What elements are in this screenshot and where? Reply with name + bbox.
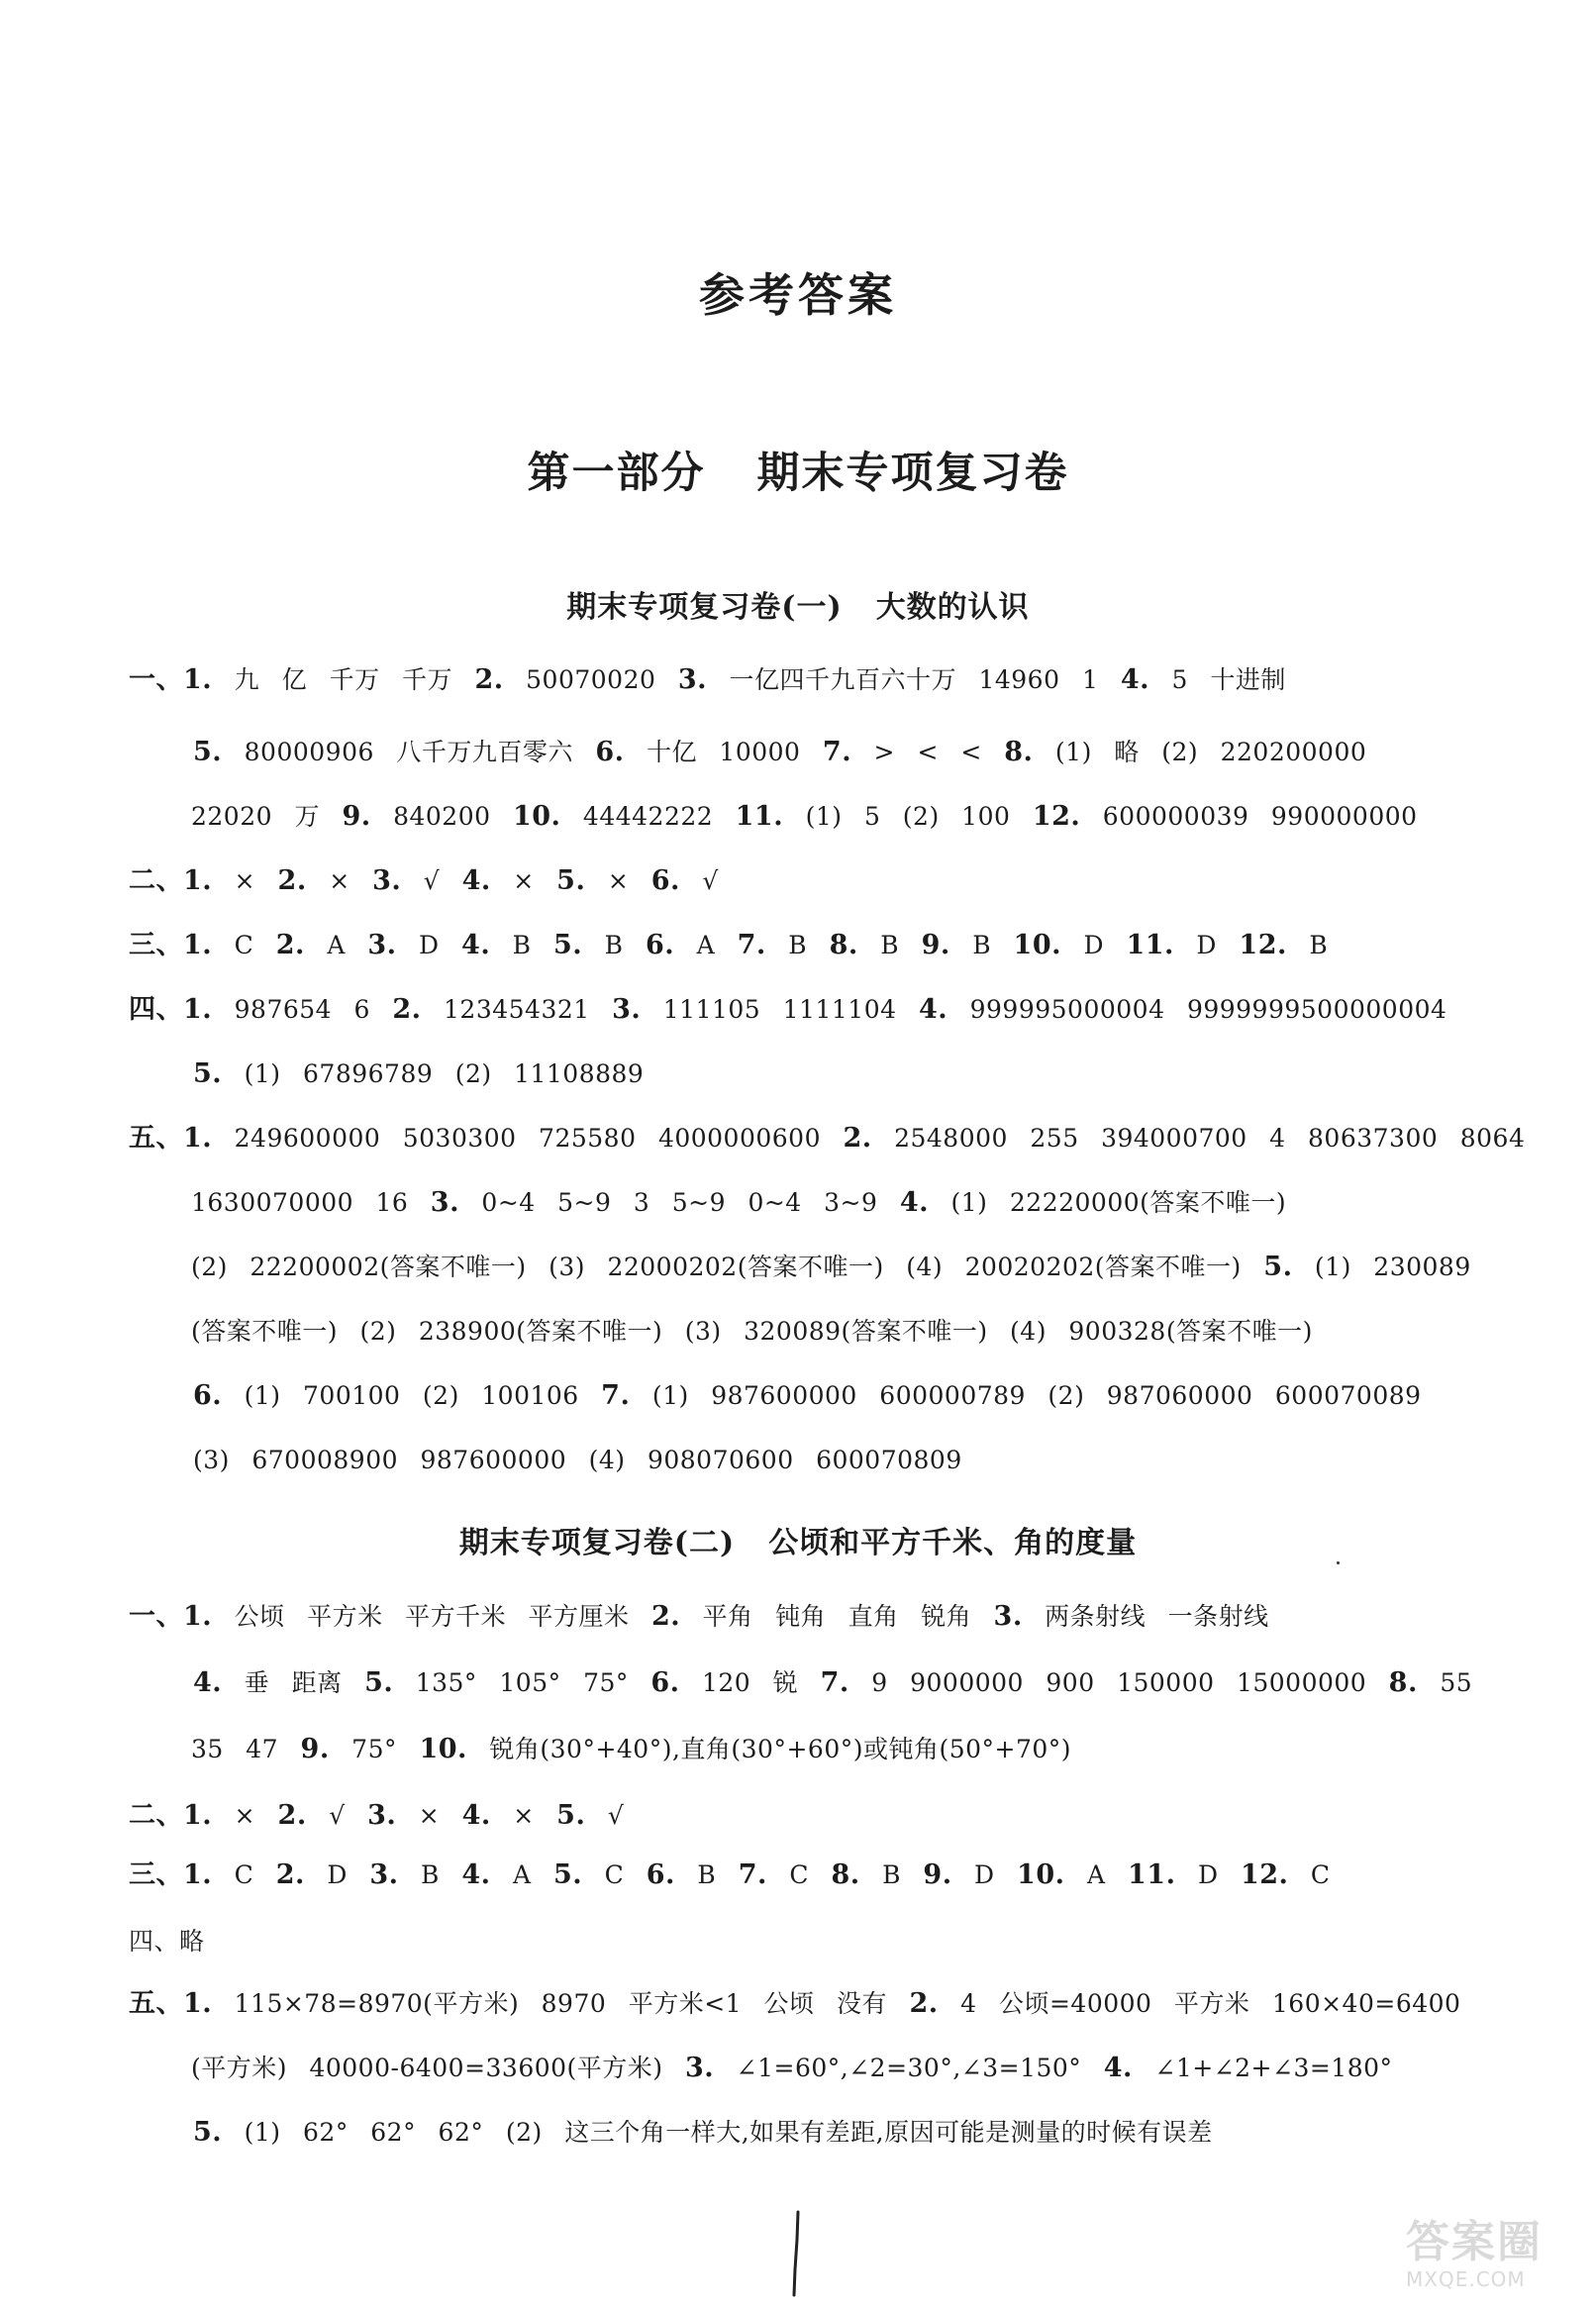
answer-line: 一、1. 九 亿 千万 千万 2. 50070020 3. 一亿四千九百六十万 14960 1 4. 5 十进制 <box>129 664 1286 695</box>
part-heading <box>0 440 1596 500</box>
answer-line: 三、1. C 2. A 3. D 4. B 5. B 6. A 7. B 8. B 9. B 10. D 11. D 12. B <box>129 930 1329 960</box>
answer-line: 4. 垂 距离 5. 135° 105° 75° 6. 120 锐 7. 9 9000000 900 150000 15000000 8. 55 <box>193 1667 1473 1698</box>
answer-line: 5. (1) 62° 62° 62° (2) 这三个角一样大,如果有差距,原因可能是测量的时候有误差 <box>193 2117 1213 2148</box>
answer-line: 五、1. 115×78=8970(平方米) 8970 平方米<1 公顷 没有 2. 4 公顷=40000 平方米 160×40=6400 <box>129 1988 1461 2019</box>
answer-line: 1630070000 16 3. 0~4 5~9 3 5~9 0~4 3~9 4. (1) 22220000(答案不唯一) <box>191 1187 1287 1218</box>
section-1-heading <box>0 582 1596 626</box>
section-1-topic: 大数的认识 <box>875 590 1030 625</box>
answer-line: 一、1. 公顷 平方米 平方千米 平方厘米 2. 平角 钝角 直角 锐角 3. 两条射线 一条射线 <box>129 1601 1269 1632</box>
watermark-title: 答案圈 <box>1406 2217 1543 2267</box>
watermark-logo <box>1406 2218 1584 2303</box>
answer-line: 5. (1) 67896789 (2) 11108889 <box>193 1058 645 1089</box>
answer-line: (3) 670008900 987600000 (4) 908070600 600070809 <box>193 1446 962 1474</box>
page-title: 参考答案 <box>699 268 897 322</box>
answer-line: 5. 80000906 八千万九百零六 6. 十亿 10000 7. > < < 8. (1) 略 (2) 220200000 <box>193 737 1367 767</box>
section-2-number: 期末专项复习卷(二) <box>458 1526 736 1560</box>
answer-line: 6. (1) 700100 (2) 100106 7. (1) 987600000 600000789 (2) 987060000 600070089 <box>193 1380 1422 1411</box>
answer-line: (答案不唯一) (2) 238900(答案不唯一) (3) 320089(答案不唯一) (4) 900328(答案不唯一) <box>191 1317 1313 1346</box>
section-2-heading <box>0 1518 1596 1561</box>
page-number-mark <box>792 2210 800 2297</box>
ink-dot <box>1337 1561 1340 1564</box>
answer-line: 35 47 9. 75° 10. 锐角(30°+40°),直角(30°+60°)或钝角(50°+70°) <box>191 1734 1072 1764</box>
answer-line: 二、1. × 2. × 3. √ 4. × 5. × 6. √ <box>129 865 719 896</box>
answer-line: 22020 万 9. 840200 10. 44442222 11. (1) 5 (2) 100 12. 600000039 990000000 <box>191 801 1418 832</box>
answer-line: 三、1. C 2. D 3. B 4. A 5. C 6. B 7. C 8. B 9. D 10. A 11. D 12. C <box>129 1859 1331 1890</box>
answer-line: 五、1. 249600000 5030300 725580 4000000600 2. 2548000 255 394000700 4 80637300 8064 <box>129 1123 1526 1154</box>
section-2-topic: 公顷和平方千米、角的度量 <box>768 1526 1138 1560</box>
part-number: 第一部分 <box>527 449 706 498</box>
section-1-number: 期末专项复习卷(一) <box>566 590 843 625</box>
answer-line: 四、1. 987654 6 2. 123454321 3. 111105 1111104 4. 999995000004 9999999500000004 <box>129 994 1447 1025</box>
part-name: 期末专项复习卷 <box>756 449 1069 498</box>
watermark-url: MXQE.COM <box>1406 2267 1526 2291</box>
answer-line: 四、略 <box>129 1927 205 1956</box>
answer-line: 二、1. × 2. √ 3. × 4. × 5. √ <box>129 1800 625 1831</box>
answer-line: (平方米) 40000-6400=33600(平方米) 3. ∠1=60°,∠2=30°,∠3=150° 4. ∠1+∠2+∠3=180° <box>191 2053 1393 2083</box>
answer-line: (2) 22200002(答案不唯一) (3) 22000202(答案不唯一) (4) 20020202(答案不唯一) 5. (1) 230089 <box>191 1252 1471 1282</box>
